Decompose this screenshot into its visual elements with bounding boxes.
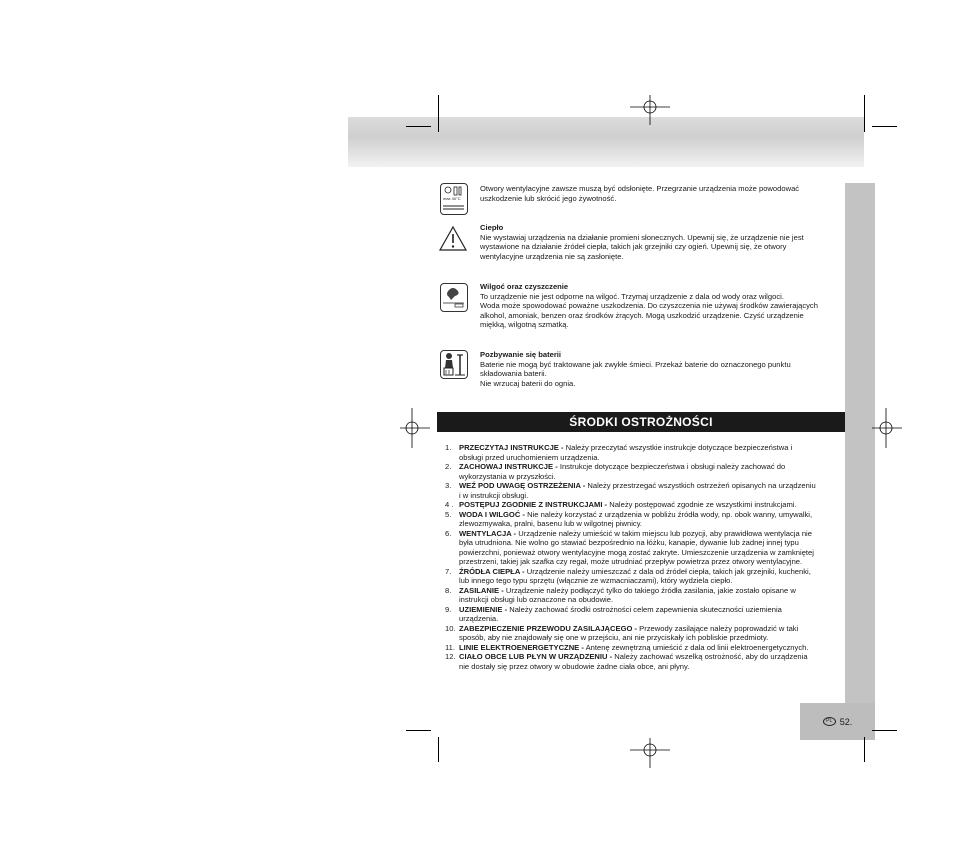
list-item-text [459,643,845,653]
text-line: alkohol, amoniak, benzen oraz środków żrących. Mogą uszkodzić urządzenie. Czyść urządzenie [480,310,804,320]
list-item-continuation: zlewozmywaka, pralni, basenu lub w wilgotnej piwnicy. [459,519,643,528]
list-item-text [459,605,845,624]
registration-mark [630,738,670,768]
list-item-heading: LINIE ELEKTROENERGETYCZNE - [459,642,584,652]
list-item-number: 8. [445,585,452,595]
list-item-text [459,481,845,500]
list-item-heading: WEŹ POD UWAGĘ OSTRZEŻENIA - [459,481,586,490]
list-item-number: 5. [445,509,452,519]
list-item-continuation: lub innego tego typu sprzętu (włącznie ze wzmacniaczami), który wydziela ciepło. [459,576,733,585]
list-item [437,500,845,510]
list-item-text [459,624,845,643]
list-item-number: 6. [445,528,452,538]
list-item [437,462,845,481]
list-item-body: Antenę zewnętrzną umieścić z dala od linii elektroenergetycznych. [583,642,809,652]
list-item-text [459,586,845,605]
list-item-body: Należy zachować środki ostrożności celem zapewnienia skuteczności uziemienia [507,604,782,614]
crop-mark [872,730,897,731]
list-item-body: Przewody zasilające należy poprowadzić w taki [637,623,799,633]
list-item-continuation: wykorzystania w przyszłości. [459,471,556,481]
text-line: wystawione na działanie źródeł ciepła, takich jak grzejniki czy ogień. Upewnij się, że otwory [480,242,787,252]
section-heading: Pozbywanie się baterii [480,350,562,359]
text-line: Nie wrzucaj baterii do ognia. [480,378,576,388]
list-item-body: Instrukcje dotyczące bezpieczeństwa i obsługi należy zachować do [557,462,786,471]
language-badge: PL [823,717,836,726]
text-line: wentylacyjne urządzenia nie są zasłonięte. [480,251,624,261]
warning-triangle-icon [438,225,468,257]
list-item-continuation: instrukcji obsługi lub oznaczone na obudowie. [459,595,614,604]
list-item-body: Należy zachować wszelką ostrożność, aby do urządzenia [612,652,808,661]
thermometer-label: max 40°C [443,196,461,201]
text-line: Woda może spowodować poważne uszkodzenia. Do czyszczenia nie używaj środków zawierających [480,301,818,311]
list-item-text [459,510,845,529]
list-item [437,586,845,605]
list-item-text [459,462,845,481]
header-band [348,117,864,167]
ventilation-note [480,184,845,203]
crop-mark [406,730,431,731]
list-item-body: Nie należy korzystać z urządzenia w pobliżu źródła wody, np. obok wanny, umywalki, [524,509,813,519]
list-item-heading: ŹRÓDŁA CIEPŁA - [459,566,525,576]
list-item-body: Należy przeczytać wszystkie instrukcje dotyczące bezpieczeństwa i [563,443,793,452]
crop-mark [438,737,439,762]
text-line: Baterie nie mogą być traktowane jak zwykłe śmieci. Przekaż baterie do oznaczonego punktu [480,359,791,369]
list-item-body: Urządzenie należy umieścić w takim miejscu lub pozycji, aby prawidłowa wentylacja nie [516,528,812,538]
list-item-number: 1. [445,443,452,452]
page-number-tab [800,703,875,740]
list-item-heading: ZABEZPIECZENIE PRZEWODU ZASILAJĄCEGO - [459,623,638,633]
section-title-bar [437,412,845,432]
thermometer-icon [440,183,468,215]
instructions-list [437,443,845,671]
list-item-continuation: i w instrukcji obsługi. [459,490,529,500]
list-item-heading: ZASILANIE - [459,585,504,595]
battery-section [480,350,845,388]
list-item [437,624,845,643]
list-item-number: 9. [445,604,452,614]
list-item [437,443,845,462]
list-item-continuation: była utrudniona. Nie wolno go stawiać bezpośrednio na łóżku, kanapie, dywanie lub żadnej innej typu [459,538,799,547]
list-item-heading: WENTYLACJA - [459,528,517,538]
list-item-number: 4 . [445,500,454,509]
list-item-text [459,652,845,671]
heat-section [480,223,845,261]
battery-disposal-icon [440,350,468,379]
section-title: ŚRODKI OSTROŻNOŚCI [569,415,713,429]
list-item-continuation: powierzchni, ponieważ otwory wentylacyjne mogą zostać zakryte. Umieszczenie urządzenia w zamkniętej [459,547,814,557]
text-line: składowania baterii. [480,369,547,379]
crop-mark [864,737,865,762]
list-item-text [459,500,845,510]
list-item-heading: CIAŁO OBCE LUB PŁYN W URZĄDZENIU - [459,652,613,661]
registration-mark [630,95,670,125]
text-line: miękką, wilgotną szmatką. [480,320,569,330]
crop-mark [406,126,431,127]
list-item-number: 7. [445,566,452,576]
list-item-text [459,529,845,567]
crop-mark [438,95,439,132]
list-item-continuation: obsługi przed uruchomieniem urządzenia. [459,452,600,462]
list-item-body: Urządzenie należy podłączyć tylko do takiego źródła zasilania, jakie zostało opisane w [503,585,796,595]
list-item-number: 12. [445,652,456,661]
list-item [437,605,845,624]
list-item-text [459,567,845,586]
list-item [437,643,845,653]
list-item-number: 2. [445,462,452,471]
list-item-heading: PRZECZYTAJ INSTRUKCJE - [459,443,564,452]
list-item-heading: POSTĘPUJ ZGODNIE Z INSTRUKCJAMI - [459,500,608,509]
list-item-body: Urządzenie należy umieszczać z dala od źródeł ciepła, takich jak grzejniki, kuchenki, [524,566,811,576]
list-item-body: Należy przestrzegać wszystkich ostrzeżeń opisanych na urządzeniu [585,481,816,490]
list-item-continuation: nie dostały się przez otwory w obudowie żadne ciała obce, ani płyny. [459,661,690,671]
list-item [437,567,845,586]
registration-mark [872,408,902,448]
text-line: To urządzenie nie jest odporne na wilgoć. Trzymaj urządzenie z dala od wody oraz wilgoci. [480,291,784,301]
moisture-section [480,282,845,330]
section-heading: Wilgoć oraz czyszczenie [480,282,569,291]
list-item [437,652,845,671]
crop-mark [872,126,897,127]
crop-mark [864,95,865,132]
list-item-continuation: urządzenia. [459,614,499,623]
text-line: Nie wystawiaj urządzenia na działanie promieni słonecznych. Upewnij się, że urządzenie nie jest [480,232,804,242]
text-line: uszkodzenie lub skrócić jego żywotność. [480,193,617,203]
list-item-number: 10. [445,623,456,633]
list-item-heading: ZACHOWAJ INSTRUKCJE - [459,462,558,471]
list-item-heading: WODA I WILGOĆ - [459,509,525,519]
section-heading: Ciepło [480,223,504,232]
list-item [437,529,845,567]
list-item-number: 3. [445,481,452,490]
text-line: Otwory wentylacyjne zawsze muszą być odsłonięte. Przegrzanie urządzenia może powodować [480,184,800,193]
list-item-number: 11. [445,642,455,652]
list-item [437,481,845,500]
list-item-continuation: przestrzeni, takiej jak szafka czy regał, może utrudniać przepływ powietrza przez otwory wentylacyjne. [459,557,803,566]
registration-mark [400,408,430,448]
list-item-body: Należy postępować zgodnie ze wszystkimi instrukcjami. [607,500,797,509]
list-item-text [459,443,845,462]
list-item-heading: UZIEMIENIE - [459,604,508,614]
side-strip [845,183,875,703]
list-item-continuation: sposób, aby nie znajdowały się one w przejściu, ani nie przyciskały ich pobliskie przedmioty. [459,633,769,642]
list-item [437,510,845,529]
moisture-icon [440,283,468,312]
page-number: 52. [839,716,853,727]
